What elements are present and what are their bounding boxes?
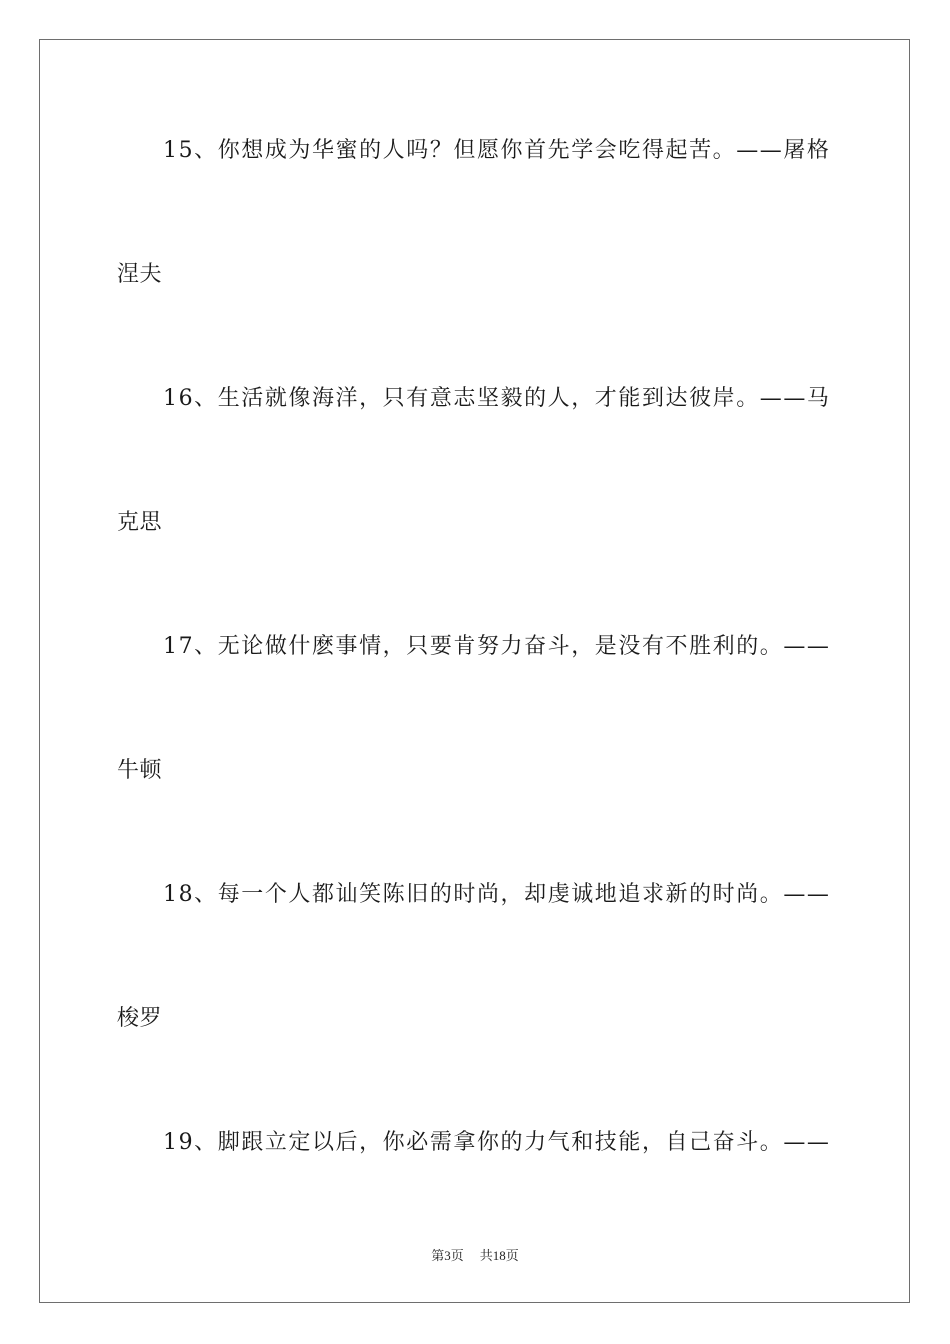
quote-18-line-2: 梭罗 [117, 1006, 163, 1031]
quote-17-line-1: 17、无论做什麽事情，只要肯努力奋斗，是没有不胜利的。—— [163, 634, 831, 659]
page-total: 共18页 [479, 1248, 519, 1263]
quote-15-line-1: 15、你想成为华蜜的人吗？但愿你首先学会吃得起苦。——屠格 [163, 138, 831, 163]
quote-16-line-2: 克思 [117, 510, 163, 535]
quote-19-line-1: 19、脚跟立定以后，你必需拿你的力气和技能，自己奋斗。—— [163, 1130, 831, 1155]
quote-18-line-1: 18、每一个人都讪笑陈旧的时尚，却虔诚地追求新的时尚。—— [163, 882, 831, 907]
page-number: 第3页 [431, 1248, 464, 1263]
quote-15-line-2: 涅夫 [117, 262, 163, 287]
quote-17-line-2: 牛顿 [117, 758, 163, 783]
quote-16-line-1: 16、生活就像海洋，只有意志坚毅的人，才能到达彼岸。——马 [163, 386, 831, 411]
page-border [39, 39, 910, 1303]
page-footer [0, 1247, 950, 1265]
